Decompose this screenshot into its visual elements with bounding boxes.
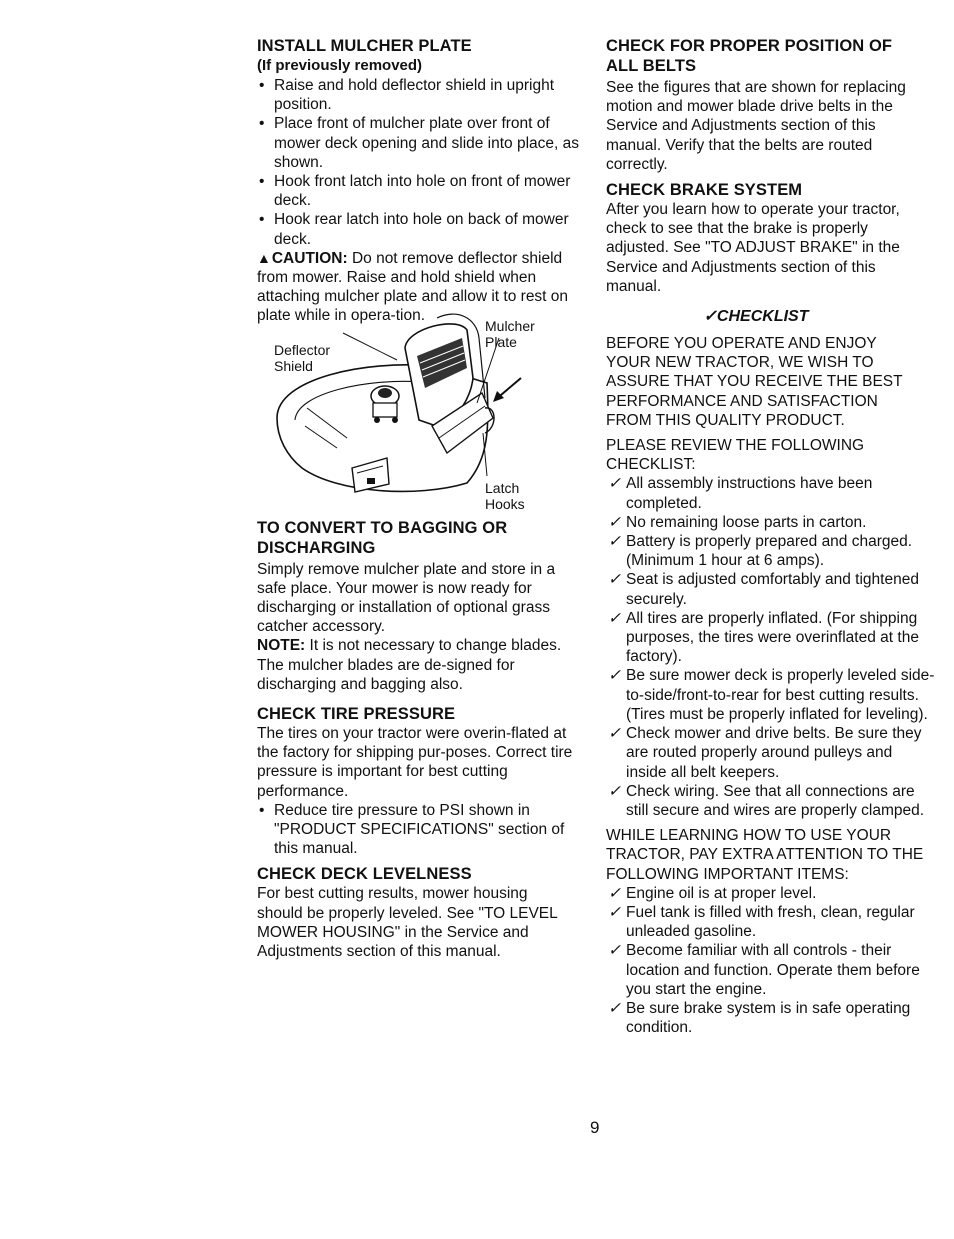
checklist-item — [606, 999, 936, 1037]
checklist-item — [606, 609, 936, 667]
checklist-item — [606, 884, 936, 903]
deflector-shield-label: Deflector Shield — [274, 341, 331, 374]
check-mark-icon: ✓ — [608, 513, 621, 531]
deck-levelness-title: CHECK DECK LEVELNESS — [257, 865, 472, 884]
check-mark-icon: ✓ — [608, 533, 621, 551]
checklist-item — [606, 513, 936, 532]
list-item: • Raise and hold deflector shield in upright position. — [257, 76, 583, 114]
convert-bagging-title: TO CONVERT TO BAGGING OR DISCHARGING — [257, 518, 508, 557]
checklist-item-text: Battery is properly prepared and charged. (Minimum 1 hour at 6 amps). — [626, 533, 913, 570]
check-mark-icon: ✓ — [608, 884, 621, 902]
belts-paragraph: See the figures that are shown for replacing motion and mower blade drive belts in the Service and Adjustments section of this manual. Verify that the belts are routed correctly. — [606, 79, 906, 173]
list-item: • Hook rear latch into hole on back of mower deck. — [257, 210, 583, 248]
learning-items — [606, 884, 936, 1038]
deck-paragraph: For best cutting results, mower housing should be properly leveled. See "TO LEVEL MOWER HOUSING" in the Service and Adjustments section of this manual. — [257, 885, 558, 961]
checklist-item — [606, 474, 936, 512]
check-mark-icon: ✓ — [608, 903, 621, 921]
checklist-item-text: All assembly instructions have been completed. — [626, 475, 873, 512]
caution-text: Do not remove deflector shield from mower. Raise and hold shield when attaching mulcher plate and allow it to rest on plate while in opera-tion. — [257, 249, 569, 325]
belts-title: CHECK FOR PROPER POSITION OF ALL BELTS — [606, 37, 893, 75]
warning-triangle-icon: ▲ — [257, 249, 271, 266]
brake-system-title: CHECK BRAKE SYSTEM — [606, 181, 803, 200]
tire-pressure-title: CHECK TIRE PRESSURE — [257, 705, 456, 724]
checklist-item-text: Fuel tank is filled with fresh, clean, regular unleaded gasoline. — [626, 903, 915, 941]
install-mulcher-subtitle: (If previously removed) — [257, 57, 423, 74]
checklist-item-text: No remaining loose parts in carton. — [626, 513, 867, 531]
convert-paragraph: Simply remove mulcher plate and store in a safe place. Your mower is now ready for discharging or installation of optional grass catcher accessory. — [257, 560, 556, 636]
checklist-item — [606, 782, 936, 820]
tire-bullet-list — [257, 801, 577, 859]
right-column — [606, 36, 936, 1037]
install-steps-list — [257, 76, 583, 249]
checklist-item-text: Be sure brake system is in safe operating condition. — [626, 999, 911, 1037]
checklist-item-text: Seat is adjusted comfortably and tightened securely. — [626, 571, 919, 608]
checklist-item-text: Check mower and drive belts. Be sure they are routed properly around pulleys and inside all belt keepers. — [626, 725, 922, 781]
mulcher-plate-label: Mulcher Plate — [485, 317, 535, 350]
checklist-item — [606, 724, 936, 782]
mulcher-plate-figure — [257, 308, 583, 512]
checklist-item — [606, 532, 936, 570]
check-mark-icon: ✓ — [608, 571, 621, 589]
checklist-item — [606, 570, 936, 608]
brake-paragraph: After you learn how to operate your tractor, check to see that the brake is properly adjusted. See "TO ADJUST BRAKE" in the Service and Adjustments section of this manual. — [606, 201, 900, 295]
list-item: • Reduce tire pressure to PSI shown in "PRODUCT SPECIFICATIONS" section of this manual. — [257, 801, 577, 859]
check-mark-icon: ✓ — [608, 725, 621, 743]
checklist-intro: BEFORE YOU OPERATE AND ENJOY YOUR NEW TRACTOR, WE WISH TO ASSURE THAT YOU RECEIVE THE BEST PERFORMANCE AND SATISFACTION FROM THIS QUALITY PRODUCT. — [606, 335, 903, 429]
check-mark-icon: ✓ — [608, 999, 621, 1017]
checklist-item-text: Engine oil is at proper level. — [626, 884, 817, 902]
check-mark-icon: ✓ — [608, 475, 621, 493]
note-text: It is not necessary to change blades. The mulcher blades are de-signed for discharging and bagging also. — [257, 637, 562, 693]
left-column — [257, 36, 583, 961]
learning-intro: WHILE LEARNING HOW TO USE YOUR TRACTOR, PAY EXTRA ATTENTION TO THE FOLLOWING IMPORTANT ITEMS: — [606, 827, 924, 883]
checklist-title: ✓CHECKLIST — [703, 308, 809, 326]
page-number: 9 — [590, 1118, 600, 1137]
install-mulcher-title: INSTALL MULCHER PLATE — [257, 37, 472, 55]
latch-hooks-label: Latch Hooks — [485, 479, 525, 512]
note-label: NOTE: — [257, 637, 306, 655]
caution-label: CAUTION: — [271, 249, 348, 267]
checklist-item-text: Become familiar with all controls - their location and function. Operate them before you start the engine. — [626, 942, 920, 998]
check-mark-icon: ✓ — [608, 667, 621, 685]
checklist-items — [606, 474, 936, 820]
list-item: • Place front of mulcher plate over front of mower deck opening and slide into place, as shown. — [257, 114, 583, 172]
check-mark-icon: ✓ — [608, 782, 621, 800]
tire-paragraph: The tires on your tractor were overin-flated at the factory for shipping pur-poses. Correct tire pressure is important for best cutting performance. — [257, 725, 573, 800]
checklist-item — [606, 941, 936, 999]
checklist-item-text: Check wiring. See that all connections are still secure and wires are properly clamped. — [626, 782, 925, 819]
checklist-item — [606, 903, 936, 941]
check-mark-icon: ✓ — [608, 942, 621, 960]
list-item: • Hook front latch into hole on front of mower deck. — [257, 172, 583, 210]
check-mark-icon: ✓ — [608, 609, 621, 627]
checklist-item-text: Be sure mower deck is properly leveled side-to-side/front-to-rear for best cutting results. (Tires must be properly inflated for leveling). — [626, 667, 935, 723]
review-intro: PLEASE REVIEW THE FOLLOWING CHECKLIST: — [606, 437, 865, 474]
checklist-item — [606, 666, 936, 724]
checklist-item-text: All tires are properly inflated. (For shipping purposes, the tires were overinflated at the factory). — [626, 609, 919, 666]
note-paragraph — [257, 636, 583, 694]
